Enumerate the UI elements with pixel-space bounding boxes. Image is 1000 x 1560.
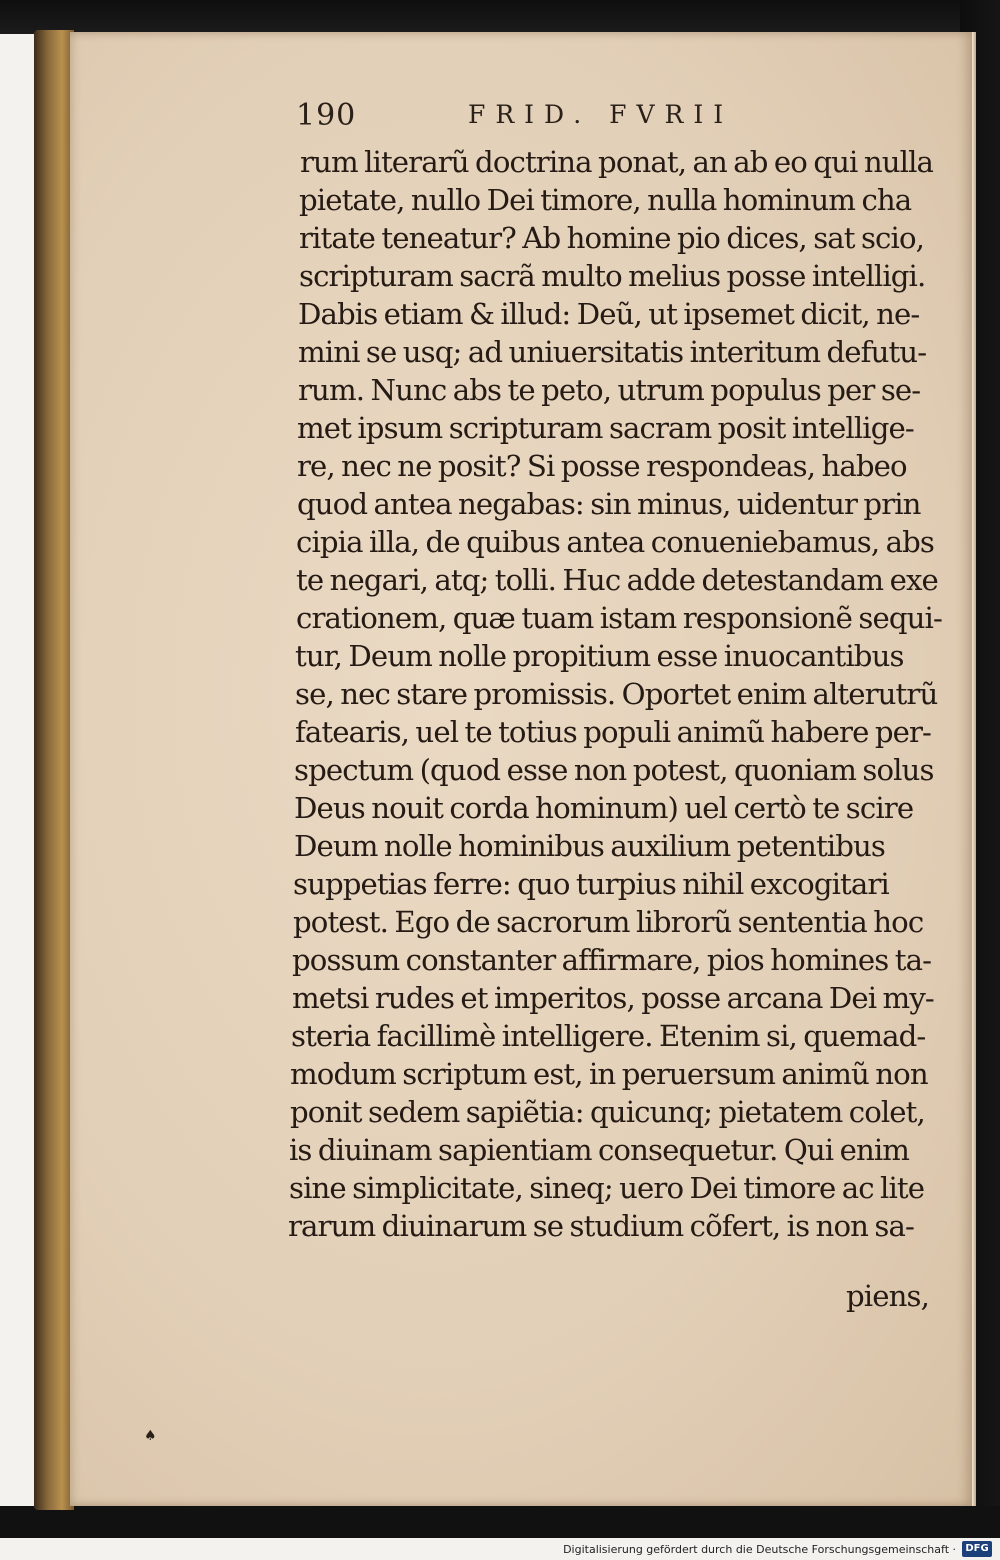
text-line: rarum diuinarum se studium cõfert, is non sa- — [288, 1209, 914, 1243]
text-line: possum constanter affirmare, pios homines ta- — [292, 943, 932, 977]
text-line: ritate teneatur? Ab homine pio dices, sat scio, — [299, 221, 924, 255]
catchword: piens, — [846, 1279, 929, 1313]
text-line: sine simplicitate, sineq; uero Dei timore ac lite — [289, 1171, 925, 1205]
dfg-logo: DFG — [962, 1541, 992, 1557]
text-line: spectum (quod esse non potest, quoniam solus — [294, 753, 934, 787]
text-line: crationem, quæ tuam istam responsionẽ sequi- — [296, 601, 942, 635]
text-line: fatearis, uel te totius populi animũ habere per- — [295, 715, 932, 749]
text-line: se, nec stare promissis. Oportet enim alterutrũ — [295, 677, 938, 711]
text-line: is diuinam sapientiam consequetur. Qui enim — [289, 1133, 910, 1167]
ink-mark: ♠ — [144, 1428, 157, 1444]
footer-credit: Digitalisierung gefördert durch die Deutsche Forschungsgemeinschaft · — [563, 1543, 956, 1556]
text-line: steria facillimè intelligere. Etenim si, quemad- — [291, 1019, 926, 1053]
text-line: met ipsum scripturam sacram posit intellige- — [297, 411, 914, 445]
running-head: FRID. FVRII — [468, 100, 734, 129]
text-line: mini se usq; ad uniuersitatis interitum defutu- — [298, 335, 927, 369]
text-line: Dabis etiam & illud: Deũ, ut ipsemet dicit, ne- — [298, 297, 920, 331]
text-line: rum literarũ doctrina ponat, an ab eo qui nulla — [300, 145, 934, 179]
text-line: potest. Ego de sacrorum librorũ sententia hoc — [293, 905, 924, 939]
text-line: ponit sedem sapiẽtia: quicunq; pietatem colet, — [290, 1095, 925, 1129]
text-line: pietate, nullo Dei timore, nulla hominum cha — [299, 183, 912, 217]
text-line: suppetias ferre: quo turpius nihil excogitari — [293, 867, 889, 901]
page-number: 190 — [296, 98, 357, 133]
text-line: Deum nolle hominibus auxilium petentibus — [294, 829, 885, 863]
text-line: tur, Deum nolle propitium esse inuocantibus — [295, 639, 904, 673]
text-line: re, nec ne posit? Si posse respondeas, habeo — [297, 449, 907, 483]
page-header — [296, 98, 936, 138]
text-line: metsi rudes et imperitos, posse arcana Dei my- — [292, 981, 934, 1015]
text-line: rum. Nunc abs te peto, utrum populus per se- — [298, 373, 921, 407]
text-line: modum scriptum est, in peruersum animũ non — [290, 1057, 928, 1091]
text-line: Deus nouit corda hominum) uel certò te scire — [294, 791, 914, 825]
book-spine-edge — [34, 30, 74, 1510]
text-line: te negari, atq; tolli. Huc adde detestandam exe — [296, 563, 938, 597]
cover-board-top — [0, 0, 1000, 34]
text-line: quod antea negabas: sin minus, uidentur prin — [297, 487, 921, 521]
text-line: cipia illa, de quibus antea conueniebamus, abs — [296, 525, 934, 559]
cover-board-bottom — [0, 1506, 1000, 1538]
text-line: scripturam sacrã multo melius posse intelligi. — [299, 259, 926, 293]
